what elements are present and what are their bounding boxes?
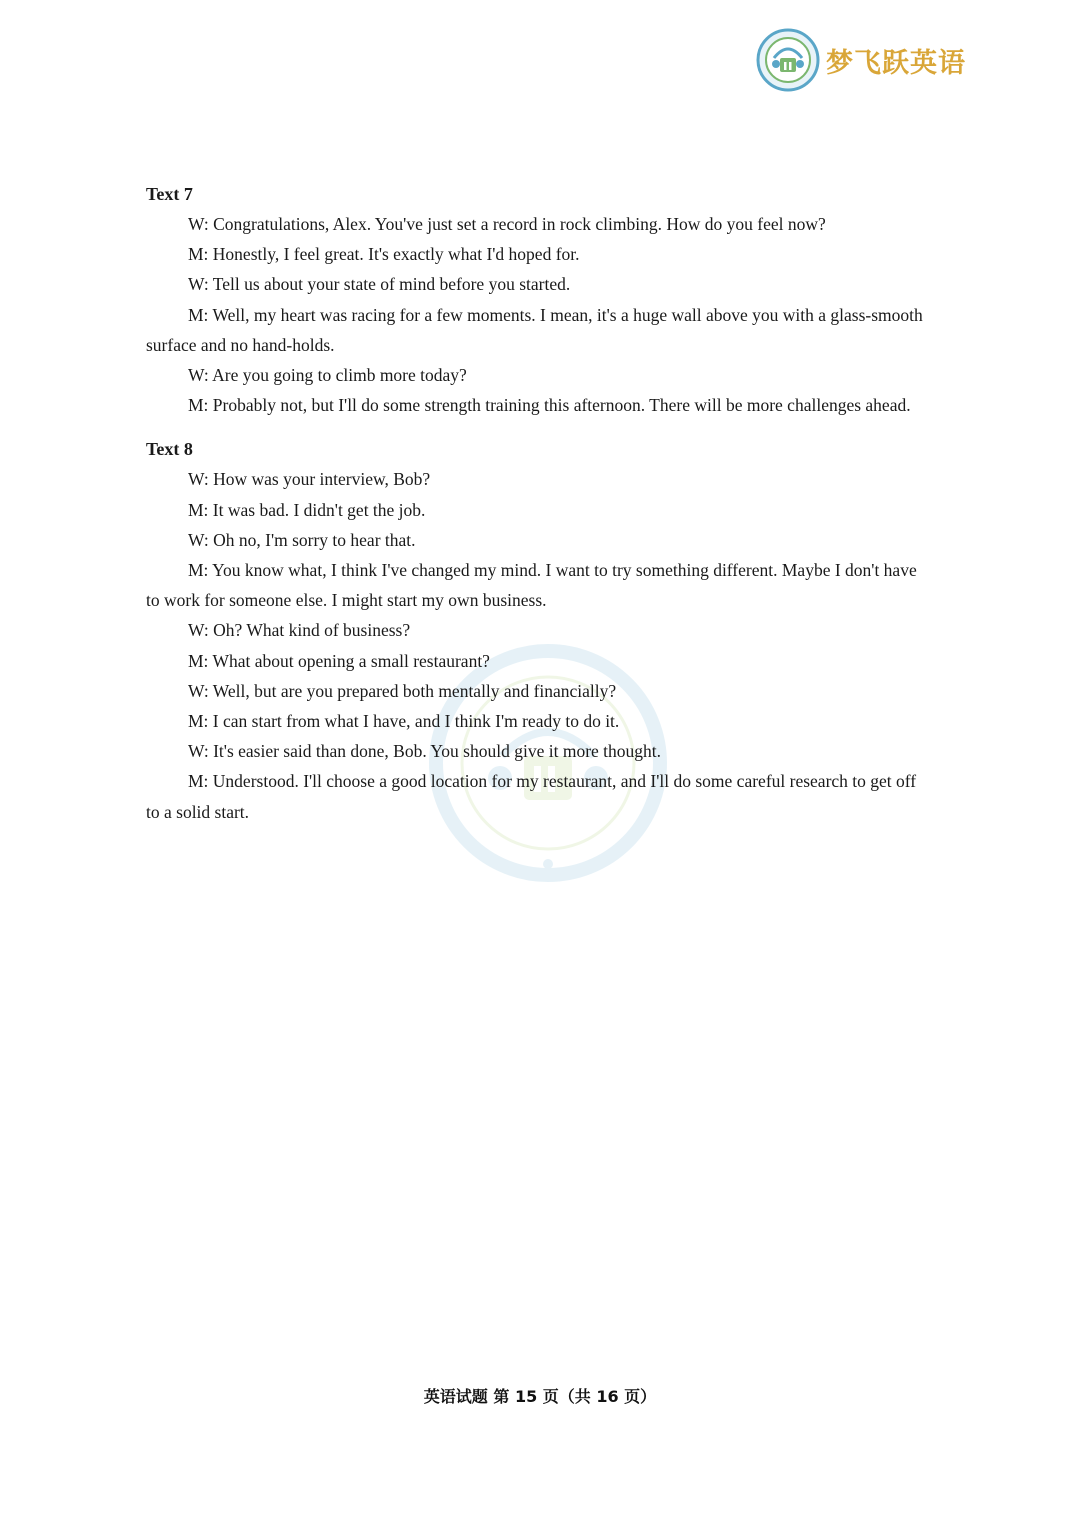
transcript-section xyxy=(146,434,926,826)
dialogue-line: M: You know what, I think I've changed my mind. I want to try something different. Maybe I don't have to work for someone else. I might start my own business. xyxy=(146,560,917,611)
brand-name: 梦飞跃英语 xyxy=(826,47,966,79)
dialogue-line: M: I can start from what I have, and I think I'm ready to do it. xyxy=(188,711,620,732)
transcript-section xyxy=(146,179,926,420)
dialogue-line: W: Oh no, I'm sorry to hear that. xyxy=(188,529,416,550)
dialogue-line: W: How was your interview, Bob? xyxy=(188,469,431,490)
dialogue-line: M: It was bad. I didn't get the job. xyxy=(188,499,426,520)
dialogue-line: M: What about opening a small restaurant? xyxy=(188,650,490,671)
dialogue-line: M: Well, my heart was racing for a few moments. I mean, it's a huge wall above you with a glass-smooth surface and no hand-holds. xyxy=(146,304,923,355)
school-emblem-icon xyxy=(756,28,820,92)
dialogue-line: M: Probably not, but I'll do some strength training this afternoon. There will be more challenges ahead. xyxy=(188,395,911,416)
dialogue-line: W: It's easier said than done, Bob. You should give it more thought. xyxy=(188,741,662,762)
transcript-content xyxy=(146,179,926,827)
dialogue-line: W: Are you going to climb more today? xyxy=(188,365,467,386)
dialogue-line: W: Well, but are you prepared both mentally and financially? xyxy=(188,680,617,701)
dialogue-line: W: Oh? What kind of business? xyxy=(188,620,411,641)
section-title: Text 7 xyxy=(146,184,193,204)
dialogue-line: W: Congratulations, Alex. You've just set a record in rock climbing. How do you feel now? xyxy=(188,214,826,234)
brand-logo xyxy=(756,28,966,92)
dialogue-line: W: Tell us about your state of mind before you started. xyxy=(188,274,571,295)
section-title: Text 8 xyxy=(146,439,193,460)
dialogue-line: M: Honestly, I feel great. It's exactly what I'd hoped for. xyxy=(188,244,580,265)
dialogue-line: M: Understood. I'll choose a good location for my restaurant, and I'll do some careful research to get off to a solid start. xyxy=(146,771,917,822)
page-footer: 英语试题 第 15 页（共 16 页） xyxy=(423,1387,657,1406)
